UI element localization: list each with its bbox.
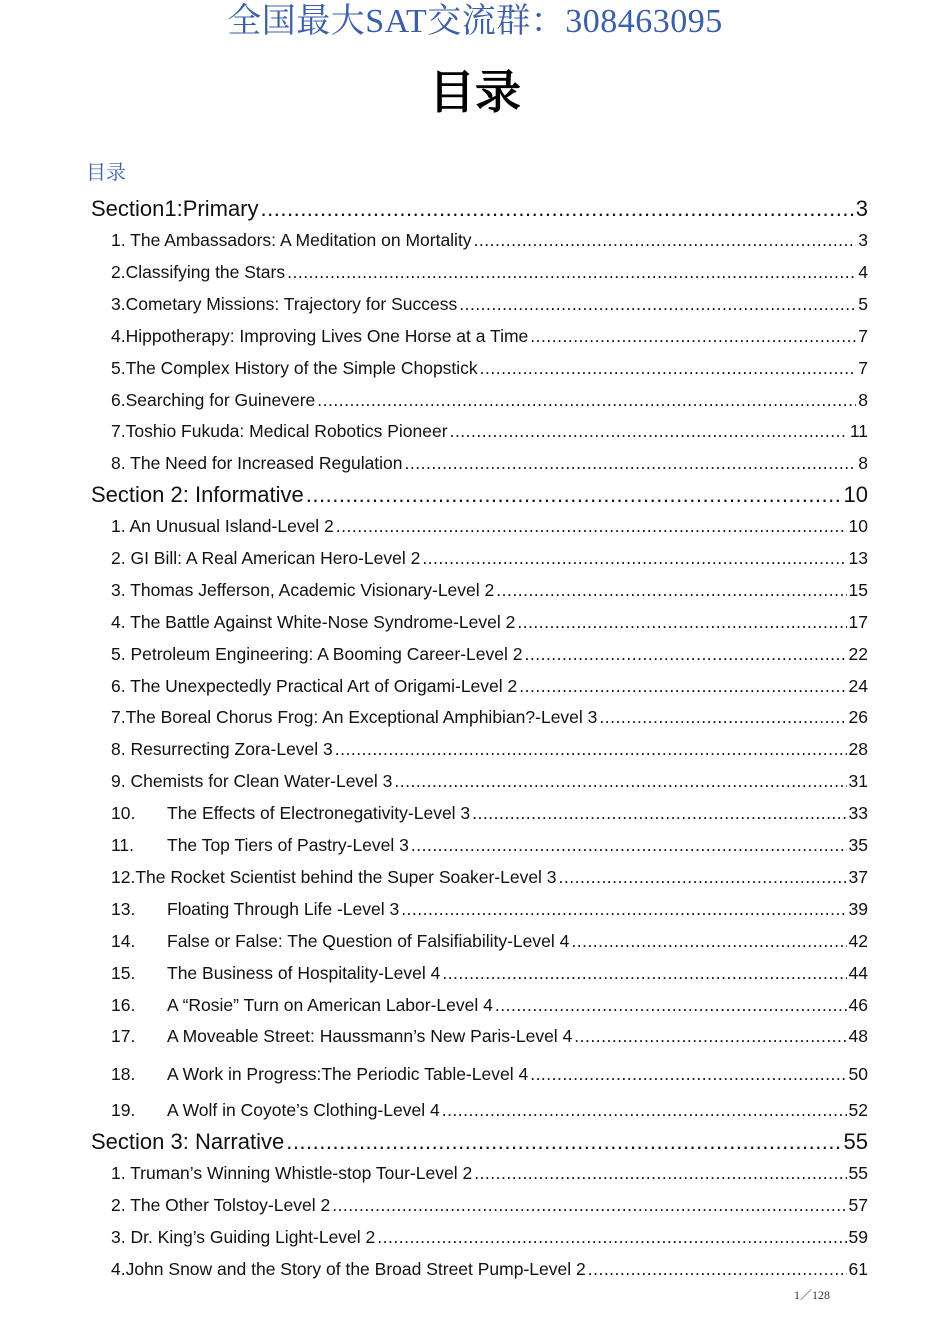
entry-page-number: 13 [848,547,868,568]
entry-number: 14. [111,930,136,951]
dot-leader [517,612,846,633]
dot-leader [588,1259,847,1280]
dot-leader [306,482,842,508]
entry-title: 4.Hippotherapy: Improving Lives One Horse at a Time [111,325,529,346]
entry-label [111,1026,572,1047]
entry-label [111,230,472,251]
entry-title: 2. The Other Tolstoy-Level 2 [111,1194,331,1215]
entry-page-number: 10 [848,516,868,536]
section-page-number: 10 [843,482,868,507]
entry-label [111,358,478,379]
toc-entry-row[interactable] [111,1064,868,1085]
entry-label [111,963,440,984]
toc-entry-row[interactable] [111,1259,868,1280]
entry-page-number: 35 [848,835,868,855]
entry-label [111,644,523,665]
dot-leader [530,1064,846,1085]
entry-page-number: 5 [858,293,868,314]
toc-entry-row[interactable] [111,1227,868,1248]
dot-leader [422,548,846,569]
entry-title: A “Rosie” Turn on American Labor-Level 4 [167,994,493,1015]
dot-leader [559,867,847,888]
toc-entry-row[interactable] [111,899,868,920]
entry-number: 19. [111,1100,136,1121]
entry-title: 5.The Complex History of the Simple Chopstick [111,357,478,378]
entry-label [111,1227,375,1248]
toc-entry-row[interactable] [111,867,868,888]
entry-page-number: 8 [858,389,868,410]
toc-entry-row[interactable] [111,390,868,411]
entry-page-number: 24 [848,675,868,696]
toc-section-row[interactable] [91,1129,868,1155]
entry-page-number: 55 [848,1163,868,1183]
entry-title: 4. The Battle Against White-Nose Syndrome-Level 2 [111,611,516,632]
toc-entry-row[interactable] [111,771,868,792]
entry-label [111,867,557,888]
entry-page-number: 39 [848,898,868,919]
entry-title: 8. The Need for Increased Regulation [111,453,403,474]
entry-page-number: 28 [848,739,868,760]
entry-title: 8. Resurrecting Zora-Level 3 [111,739,333,760]
dot-leader [525,644,847,665]
page-number: 1／128 [794,1288,831,1302]
entry-number: 16. [111,994,136,1015]
entry-page-number: 22 [848,643,868,664]
toc-entry-row[interactable] [111,580,868,601]
entry-title: 3. Thomas Jefferson, Academic Visionary-Level 2 [111,579,495,600]
toc-entry-row[interactable] [111,1100,868,1121]
entry-page-number: 11 [849,421,868,442]
entry-title: 4.John Snow and the Story of the Broad Street Pump-Level 2 [111,1258,586,1279]
entry-title: 9. Chemists for Clean Water-Level 3 [111,771,393,792]
entry-number: 13. [111,898,136,919]
dot-leader [411,835,847,856]
section-title: Section1:Primary [91,196,259,221]
dot-leader [442,1100,847,1121]
entry-label [111,676,517,697]
entry-title: The Effects of Electronegativity-Level 3 [167,803,471,824]
dot-leader [286,1129,841,1155]
entry-page-number: 57 [848,1194,868,1215]
entry-title: 1. The Ambassadors: A Meditation on Mortality [111,230,472,250]
entry-label [111,1100,440,1121]
entry-label [111,516,334,537]
toc-entry-row[interactable] [111,548,868,569]
dot-leader [496,580,846,601]
toc-entry-row[interactable] [111,612,868,633]
toc-entry-row[interactable] [111,707,868,728]
entry-label [111,1195,330,1216]
entry-page-number: 50 [848,1064,868,1085]
dot-leader [394,771,846,792]
entry-title: 3.Cometary Missions: Trajectory for Success [111,293,458,314]
toc-entry-row[interactable] [111,230,868,251]
toc-entry-row[interactable] [111,421,868,442]
entry-label [111,548,420,569]
dot-leader [519,676,846,697]
dot-leader [287,262,856,283]
entry-number: 15. [111,962,136,983]
entry-number: 10. [111,803,136,824]
entry-title: A Wolf in Coyote’s Clothing-Level 4 [167,1100,440,1121]
page-title: 目录 [429,65,521,119]
entry-title: 2.Classifying the Stars [111,261,286,282]
entry-page-number: 31 [848,771,868,792]
toc-entry-row[interactable] [111,644,868,665]
toc-entry-row[interactable] [111,803,868,824]
toc-entry-row[interactable] [111,453,868,474]
entry-page-number: 59 [848,1226,868,1247]
toc-entry-row[interactable] [111,676,868,697]
entry-number: 18. [111,1064,136,1085]
dot-leader [401,899,846,920]
entry-label [111,835,409,856]
entry-page-number: 61 [848,1258,868,1279]
dot-leader [530,326,856,347]
entry-number: 11. [111,835,135,855]
entry-label [111,612,515,633]
toc-entry-row[interactable] [111,995,868,1016]
entry-title: 5. Petroleum Engineering: A Booming Career-Level 2 [111,643,523,664]
dot-leader [317,390,856,411]
toc-heading: 目录 [86,160,126,184]
entry-title: False or False: The Question of Falsifiability-Level 4 [167,930,570,951]
dot-leader [574,1026,846,1047]
entry-title: 2. GI Bill: A Real American Hero-Level 2 [111,547,421,568]
toc-entry-row[interactable] [111,326,868,347]
entry-page-number: 48 [848,1026,868,1047]
entry-page-number: 8 [858,453,868,474]
entry-label [111,995,493,1016]
toc-entry-row[interactable] [111,1163,868,1184]
section-title: Section 2: Informative [91,482,304,507]
toc-entry-row[interactable] [111,835,868,856]
entry-title: The Business of Hospitality-Level 4 [167,962,441,983]
dot-leader [450,421,848,442]
entry-label [111,1064,528,1085]
entry-page-number: 7 [858,357,868,378]
dot-leader [599,707,846,728]
entry-page-number: 37 [848,866,868,887]
dot-leader [335,739,847,760]
toc-entry-row[interactable] [111,358,868,379]
entry-title: 6.Searching for Guinevere [111,389,316,410]
section-title: Section 3: Narrative [91,1129,285,1154]
toc-section-row[interactable] [91,196,868,222]
entry-title: A Moveable Street: Haussmann’s New Paris-Level 4 [167,1026,573,1047]
entry-label [111,580,494,601]
entry-title: Floating Through Life -Level 3 [167,898,400,919]
entry-label [111,294,457,315]
entry-title: 6. The Unexpectedly Practical Art of Origami-Level 2 [111,675,518,696]
entry-page-number: 52 [848,1100,868,1121]
entry-title: 7.Toshio Fukuda: Medical Robotics Pioneer [111,421,448,442]
dot-leader [480,358,857,379]
toc-entry-row[interactable] [111,294,868,315]
entry-page-number: 33 [848,803,868,824]
entry-page-number: 3 [858,230,868,250]
entry-label [111,739,333,760]
entry-label [111,421,448,442]
entry-title: The Top Tiers of Pastry-Level 3 [167,835,409,855]
dot-leader [336,516,847,537]
dot-leader [405,453,857,474]
dot-leader [474,1163,846,1184]
entry-label [111,771,392,792]
entry-label [111,707,597,728]
dot-leader [474,230,857,251]
entry-label [111,390,315,411]
toc-entry-row[interactable] [111,1026,868,1047]
dot-leader [472,803,846,824]
entry-label [111,899,399,920]
toc-entry-row[interactable] [111,931,868,952]
toc-entry-row[interactable] [111,516,868,537]
dot-leader [332,1195,846,1216]
entry-page-number: 15 [848,579,868,600]
entry-page-number: 4 [858,261,868,282]
entry-label [111,1163,472,1184]
entry-page-number: 42 [848,930,868,951]
section-page-number: 55 [843,1129,868,1154]
entry-title: 1. An Unusual Island-Level 2 [111,516,334,536]
section-page-number: 3 [855,196,868,221]
dot-leader [459,294,856,315]
dot-leader [571,931,846,952]
entry-label [111,1259,586,1280]
entry-title: 1. Truman’s Winning Whistle-stop Tour-Level 2 [111,1163,473,1183]
dot-leader [377,1227,846,1248]
entry-title: 12.The Rocket Scientist behind the Super Soaker-Level 3 [111,866,557,887]
entry-page-number: 26 [848,707,868,728]
entry-title: 3. Dr. King’s Guiding Light-Level 2 [111,1226,376,1247]
entry-label [111,803,470,824]
toc-entry-row[interactable] [111,1195,868,1216]
entry-page-number: 7 [858,325,868,346]
entry-label [111,453,403,474]
entry-label [111,262,285,283]
entry-label [111,326,528,347]
toc-entry-row[interactable] [111,739,868,760]
dot-leader [442,963,846,984]
qq-group-banner: 全国最大SAT交流群：308463095 [227,3,723,40]
entry-page-number: 17 [848,611,868,632]
entry-title: A Work in Progress:The Periodic Table-Level 4 [167,1064,529,1085]
entry-label [111,931,569,952]
entry-page-number: 44 [848,962,868,983]
dot-leader [495,995,847,1016]
toc-section-row[interactable] [91,482,868,508]
toc-entry-row[interactable] [111,262,868,283]
entry-title: 7.The Boreal Chorus Frog: An Exceptional Amphibian?-Level 3 [111,707,598,728]
entry-number: 17. [111,1026,136,1047]
dot-leader [261,196,854,222]
toc-entry-row[interactable] [111,963,868,984]
entry-page-number: 46 [848,994,868,1015]
